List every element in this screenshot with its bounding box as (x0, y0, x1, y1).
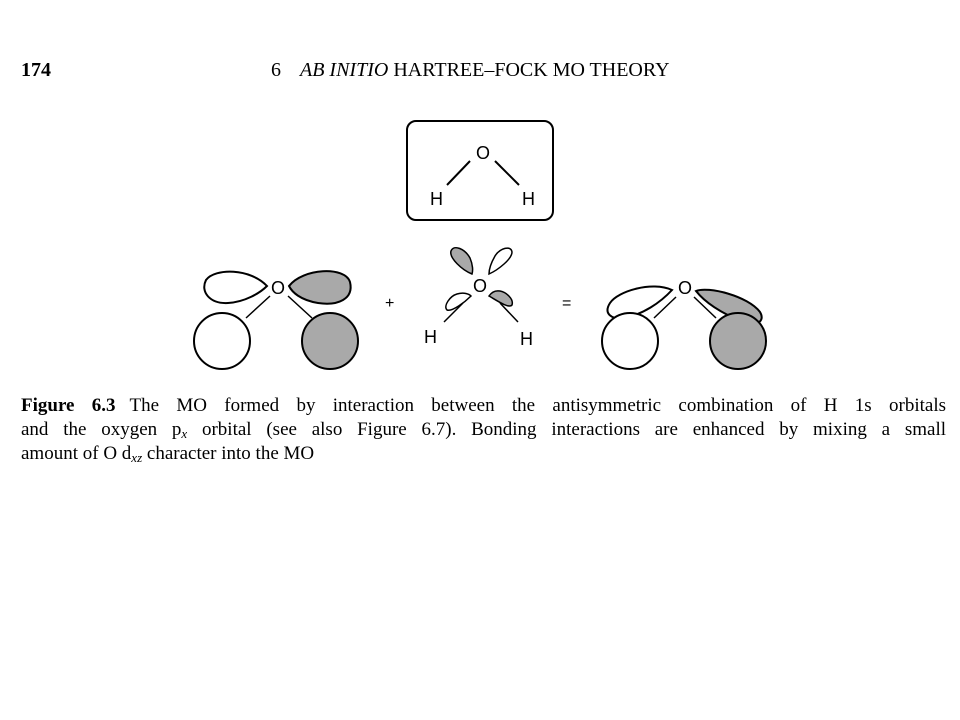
px-lobe-shaded (289, 271, 351, 304)
inset-bond-left (447, 161, 470, 185)
mo-lobe-unshaded (608, 287, 672, 319)
inset-atom-h-left: H (430, 189, 443, 209)
inset-atom-o: O (476, 143, 491, 163)
caption-line-3b: character into the MO (142, 443, 315, 464)
figure-label: Figure 6.3 (21, 395, 116, 416)
right-atom-o: O (678, 278, 693, 298)
inset-bond-right (495, 161, 519, 185)
h1s-unshaded (194, 313, 250, 369)
figure-caption (21, 394, 946, 466)
dxz-lobe-top-right (489, 248, 512, 274)
caption-line-1 (21, 394, 946, 418)
subscript-x: x (181, 426, 188, 441)
inset-atom-h-right: H (522, 189, 535, 209)
page-number: 174 (21, 59, 51, 81)
middle-atom-h-left: H (424, 327, 437, 347)
middle-orbital-panel (424, 248, 533, 349)
plus-sign: + (385, 295, 395, 312)
caption-line-1-text: The MO formed by interaction between the antisymmetric combination of H 1s orbitals (129, 395, 946, 416)
chapter-title-italic: AB INITIO (300, 59, 389, 81)
water-molecule-inset (407, 121, 553, 220)
caption-line-3a: amount of O d (21, 443, 132, 464)
h1s-shaded (302, 313, 358, 369)
chapter-number: 6 (271, 59, 281, 81)
caption-line-2a: and the oxygen p (21, 419, 182, 440)
caption-line-2b: orbital (see also Figure 6.7). Bonding interactions are enhanced by mixing a small (187, 419, 947, 440)
caption-line-3 (21, 442, 946, 466)
right-orbital-panel (602, 278, 766, 369)
chapter-title-rest: HARTREE–FOCK MO THEORY (393, 59, 670, 81)
mo-h1s-shaded (710, 313, 766, 369)
left-bond-left (246, 296, 270, 318)
left-orbital-panel (194, 271, 358, 369)
mo-h1s-unshaded (602, 313, 658, 369)
middle-atom-h-right: H (520, 329, 533, 349)
middle-atom-o: O (473, 276, 488, 296)
left-atom-o: O (271, 278, 286, 298)
subscript-xz: xz (131, 450, 143, 465)
dxz-lobe-top-left (451, 248, 473, 274)
px-lobe-unshaded (204, 272, 267, 303)
equals-sign: = (562, 295, 572, 312)
caption-line-2 (21, 418, 946, 442)
